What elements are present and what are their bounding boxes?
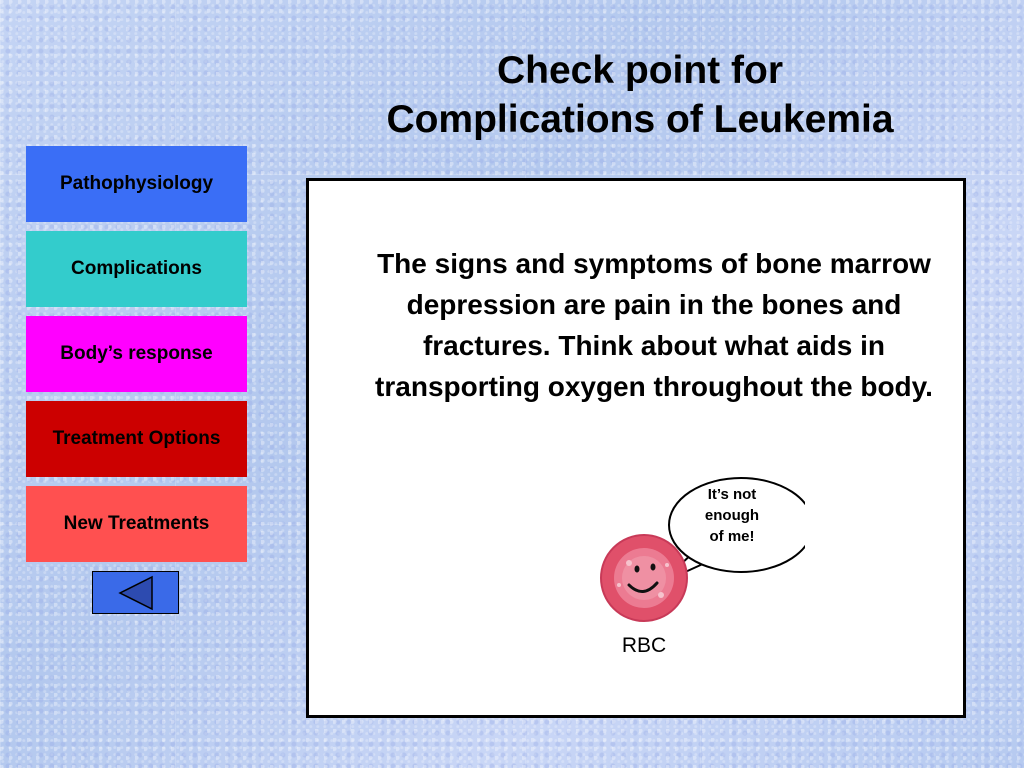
triangle-left-icon (116, 575, 156, 611)
red-blood-cell-icon (599, 533, 689, 623)
speech-bubble-text (679, 484, 785, 547)
nav-button-treatment-options[interactable]: Treatment Options (26, 401, 247, 477)
content-panel (306, 178, 966, 718)
page-title-line-1: Check point for (496, 49, 783, 92)
page-title (300, 46, 980, 144)
nav-button-bodys-response[interactable]: Body’s response (26, 316, 247, 392)
rbc-label: RBC (621, 634, 667, 657)
back-button[interactable] (92, 571, 179, 614)
nav-button-complications[interactable]: Complications (26, 231, 247, 307)
speech-line-1: It’s not (707, 486, 757, 503)
page-title-line-2: Complications of Leukemia (386, 98, 894, 141)
speech-line-3: of me! (709, 528, 755, 545)
speech-line-2: enough (704, 507, 760, 524)
nav-button-pathophysiology[interactable]: Pathophysiology (26, 146, 247, 222)
nav-button-new-treatments[interactable]: New Treatments (26, 486, 247, 562)
question-text: The signs and symptoms of bone marrow depression are pain in the bones and fractures. Think about what aids in transporting oxygen throughout the body. (375, 248, 933, 402)
